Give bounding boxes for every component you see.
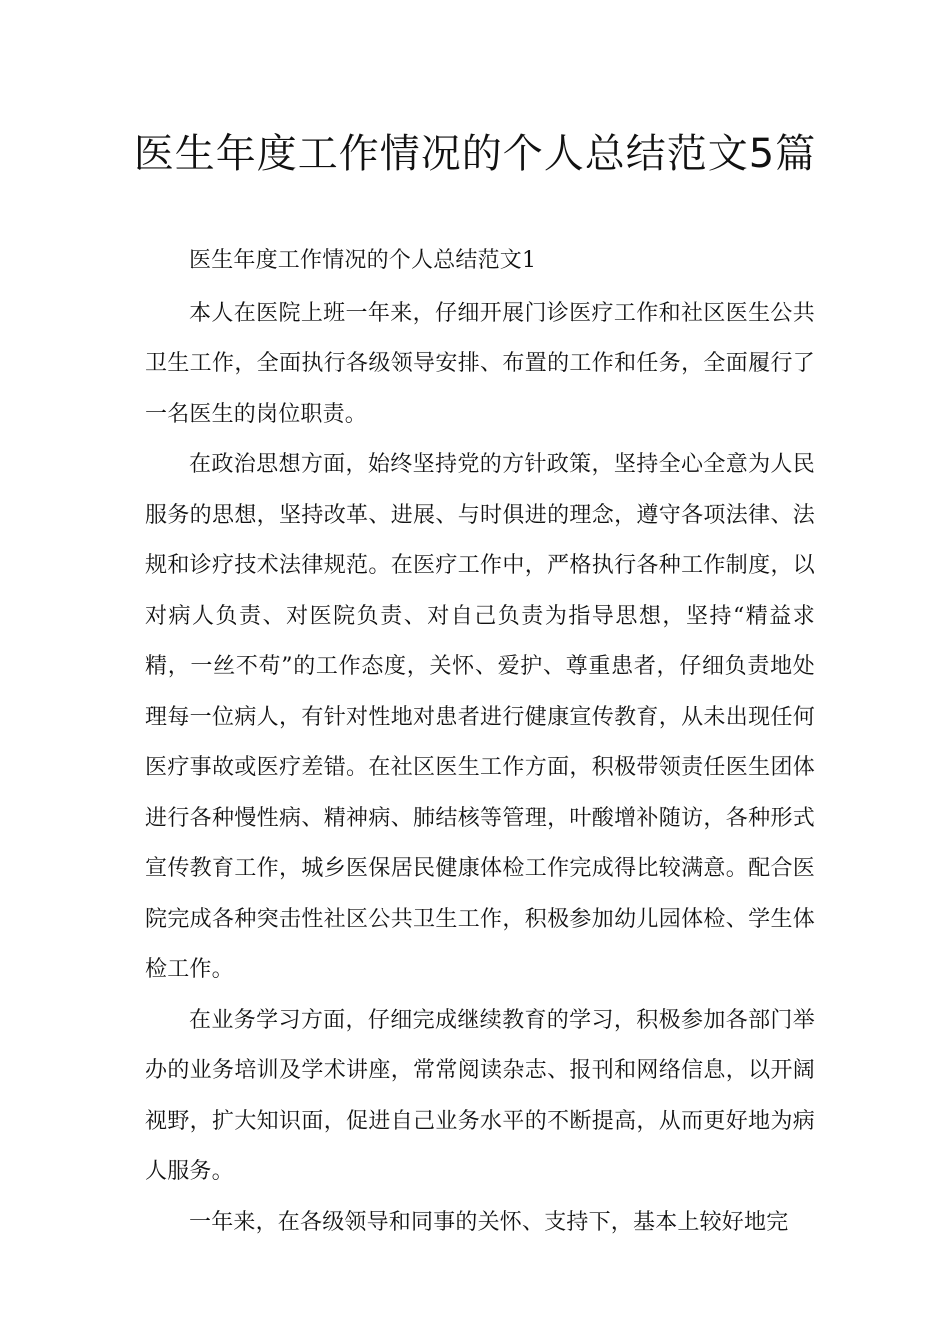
paragraph-study: 在业务学习方面，仔细完成继续教育的学习，积极参加各部门举办的业务培训及学术讲座，常常阅读杂志、报刊和网络信息，以开阔视野，扩大知识面，促进自己业务水平的不断提高，从而更好地为病人服务。 xyxy=(145,1007,815,1184)
paragraph-intro: 本人在医院上班一年来，仔细开展门诊医疗工作和社区医生公共卫生工作，全面执行各级领导安排、布置的工作和任务，全面履行了一名医生的岗位职责。 xyxy=(145,300,815,427)
document-title: 医生年度工作情况的个人总结范文5篇 xyxy=(133,131,817,177)
paragraph-summary: 一年来，在各级领导和同事的关怀、支持下，基本上较好地完 xyxy=(189,1209,789,1235)
document-body xyxy=(145,236,815,1248)
section-subheading: 医生年度工作情况的个人总结范文1 xyxy=(189,248,537,273)
paragraph-political-medical: 在政治思想方面，始终坚持党的方针政策，坚持全心全意为人民服务的思想，坚持改革、进展、与时俱进的理念，遵守各项法律、法规和诊疗技术法律规范。在医疗工作中，严格执行各种工作制度，以对病人负责、对医院负责、对自己负责为指导思想，坚持“精益求精，一丝不苟”的工作态度，关怀、爱护、尊重患者，仔细负责地处理每一位病人，有针对性地对患者进行健康宣传教育，从未出现任何医疗事故或医疗差错。在社区医生工作方面，积极带领责任医生团体进行各种慢性病、精神病、肺结核等管理，叶酸增补随访，各种形式宣传教育工作，城乡医保居民健康体检工作完成得比较满意。配合医院完成各种突击性社区公共卫生工作，积极参加幼儿园体检、学生体检工作。 xyxy=(145,452,815,982)
